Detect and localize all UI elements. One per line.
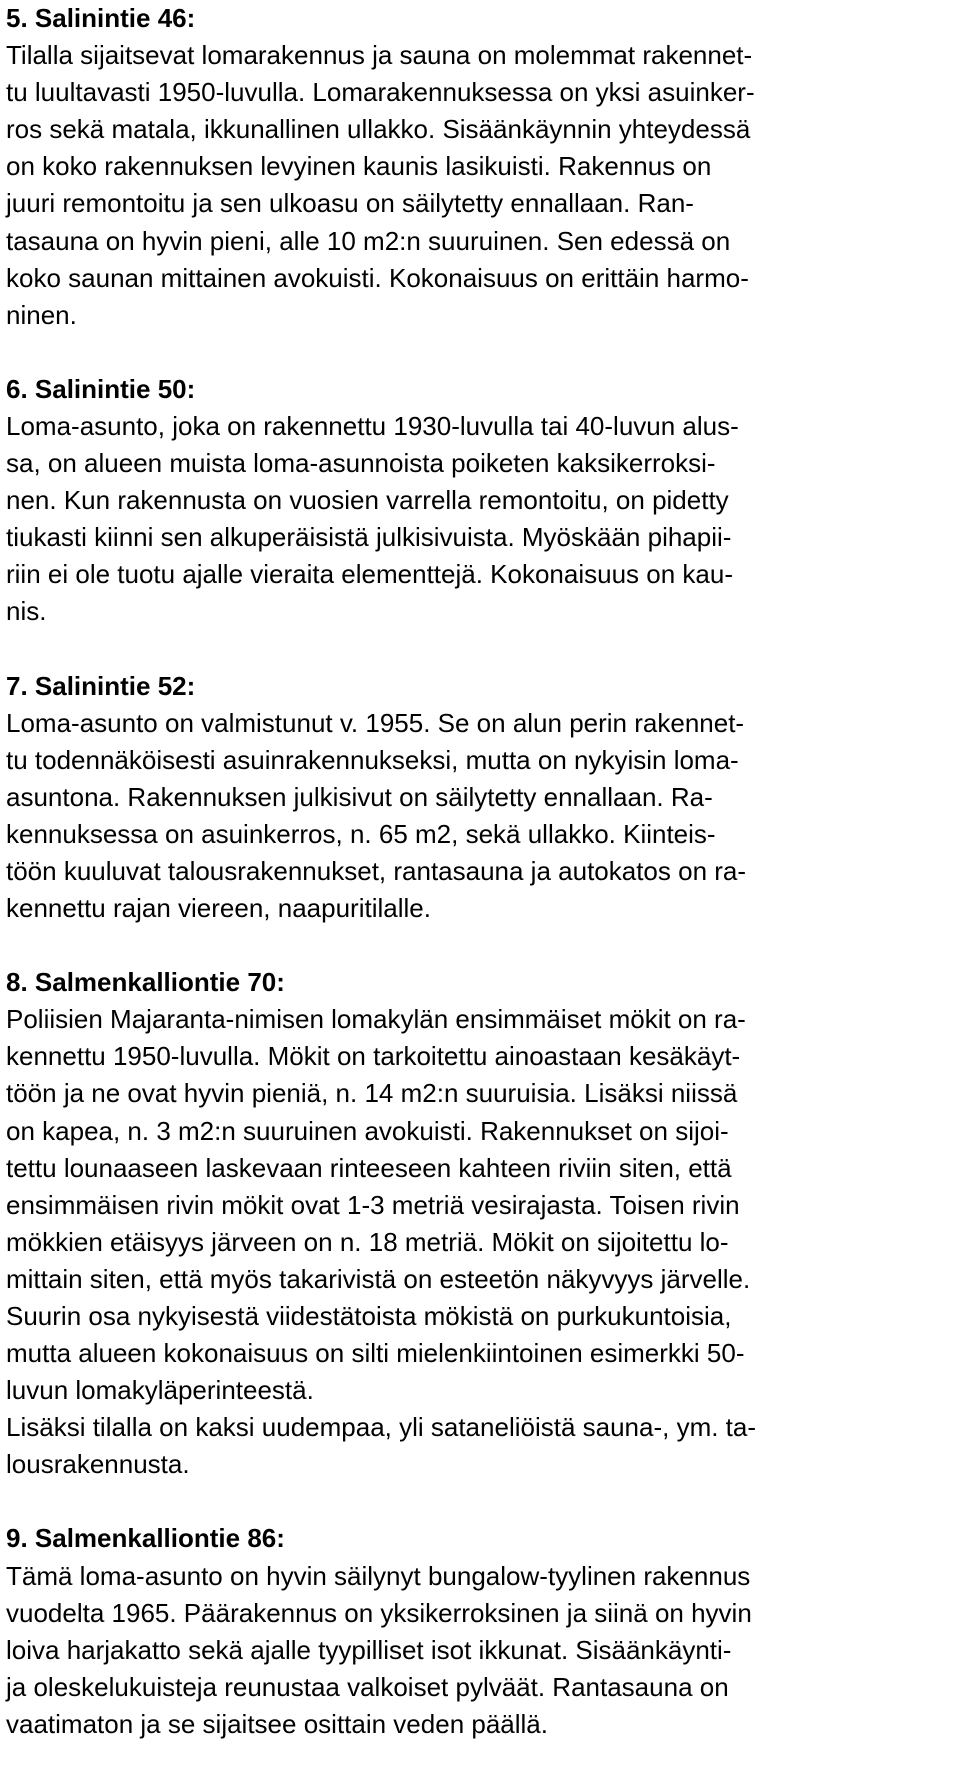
section-salinintie-52 [6, 668, 954, 928]
text-line: koko saunan mittainen avokuisti. Kokonaisuus on erittäin harmo- [6, 262, 749, 293]
text-line: Tilalla sijaitsevat lomarakennus ja sauna on molemmat rakennet- [6, 40, 753, 71]
section-heading: 8. Salmenkalliontie 70: [6, 967, 285, 998]
text-line: Suurin osa nykyisestä viidestätoista mökistä on purkukuntoisia, [6, 1301, 732, 1331]
text-line: ninen. [6, 299, 77, 330]
text-line: kennettu rajan viereen, naapuritilalle. [6, 893, 431, 924]
section-salinintie-46 [6, 0, 954, 334]
section-salmenkalliontie-70 [6, 964, 954, 1483]
text-line: tu todennäköisesti asuinrakennukseksi, mutta on nykyisin loma- [6, 744, 739, 775]
text-line: vaatimaton ja se sijaitsee osittain veden päällä. [6, 1708, 548, 1739]
text-line: nen. Kun rakennusta on vuosien varrella remontoitu, on pidetty [6, 485, 729, 516]
text-line: vuodelta 1965. Päärakennus on yksikerroksinen ja siinä on hyvin [6, 1597, 752, 1628]
text-line: ros sekä matala, ikkunallinen ullakko. Sisäänkäynnin yhteydessä [6, 114, 751, 145]
section-heading: 7. Salinintie 52: [6, 670, 196, 701]
text-line: Loma-asunto on valmistunut v. 1955. Se on alun perin rakennet- [6, 707, 745, 738]
section-heading: 6. Salinintie 50: [6, 373, 196, 404]
text-line: on koko rakennuksen levyinen kaunis lasikuisti. Rakennus on [6, 151, 712, 182]
text-line: kennettu 1950-luvulla. Mökit on tarkoitettu ainoastaan kesäkäyt- [6, 1041, 741, 1072]
text-line: asuntona. Rakennuksen julkisivut on säilytetty ennallaan. Ra- [6, 781, 713, 812]
text-line: kennuksessa on asuinkerros, n. 65 m2, sekä ullakko. Kiinteis- [6, 818, 716, 849]
text-line: mittain siten, että myös takarivistä on esteetön näkyvyys järvelle. [6, 1263, 751, 1294]
text-line: tiukasti kiinni sen alkuperäisistä julkisivuista. Myöskään pihapii- [6, 522, 732, 553]
text-line: sa, on alueen muista loma-asunnoista poiketen kaksikerroksi- [6, 448, 716, 479]
text-line: ja oleskelukuisteja reunustaa valkoiset pylväät. Rantasauna on [6, 1671, 729, 1702]
section-heading: 5. Salinintie 46: [6, 3, 196, 33]
text-line: on kapea, n. 3 m2:n suuruinen avokuisti. Rakennukset on sijoi- [6, 1115, 729, 1146]
document-page [6, 0, 954, 1743]
text-line: nis. [6, 596, 47, 627]
section-heading: 9. Salmenkalliontie 86: [6, 1523, 285, 1554]
text-line: tu luultavasti 1950-luvulla. Lomarakennuksessa on yksi asuinker- [6, 77, 755, 108]
section-salinintie-50 [6, 371, 954, 631]
text-line: tasauna on hyvin pieni, alle 10 m2:n suuruinen. Sen edessä on [6, 225, 731, 256]
text-line: Poliisien Majaranta-nimisen lomakylän ensimmäiset mökit on ra- [6, 1004, 746, 1035]
text-line: riin ei ole tuotu ajalle vieraita elementtejä. Kokonaisuus on kau- [6, 559, 733, 590]
section-salmenkalliontie-86 [6, 1520, 954, 1743]
text-line: Tämä loma-asunto on hyvin säilynyt bungalow-tyylinen rakennus [6, 1560, 751, 1591]
text-line: juuri remontoitu ja sen ulkoasu on säilytetty ennallaan. Ran- [6, 188, 694, 219]
text-line: ensimmäisen rivin mökit ovat 1-3 metriä vesirajasta. Toisen rivin [6, 1189, 740, 1220]
text-line: töön kuuluvat talousrakennukset, rantasauna ja autokatos on ra- [6, 855, 747, 886]
text-line: mökkien etäisyys järveen on n. 18 metriä. Mökit on sijoitettu lo- [6, 1226, 729, 1257]
text-line: Lisäksi tilalla on kaksi uudempaa, yli sataneliöistä sauna-, ym. ta- [6, 1412, 757, 1443]
text-line: lousrakennusta. [6, 1449, 190, 1480]
text-line: luvun lomakyläperinteestä. [6, 1375, 314, 1406]
text-line: töön ja ne ovat hyvin pieniä, n. 14 m2:n suuruisia. Lisäksi niissä [6, 1078, 738, 1109]
text-line: loiva harjakatto sekä ajalle tyypilliset isot ikkunat. Sisäänkäynti- [6, 1634, 732, 1665]
text-line: Loma-asunto, joka on rakennettu 1930-luvulla tai 40-luvun alus- [6, 410, 739, 441]
text-line: tettu lounaaseen laskevaan rinteeseen kahteen riviin siten, että [6, 1152, 732, 1183]
text-line: mutta alueen kokonaisuus on silti mielenkiintoinen esimerkki 50- [6, 1338, 745, 1369]
